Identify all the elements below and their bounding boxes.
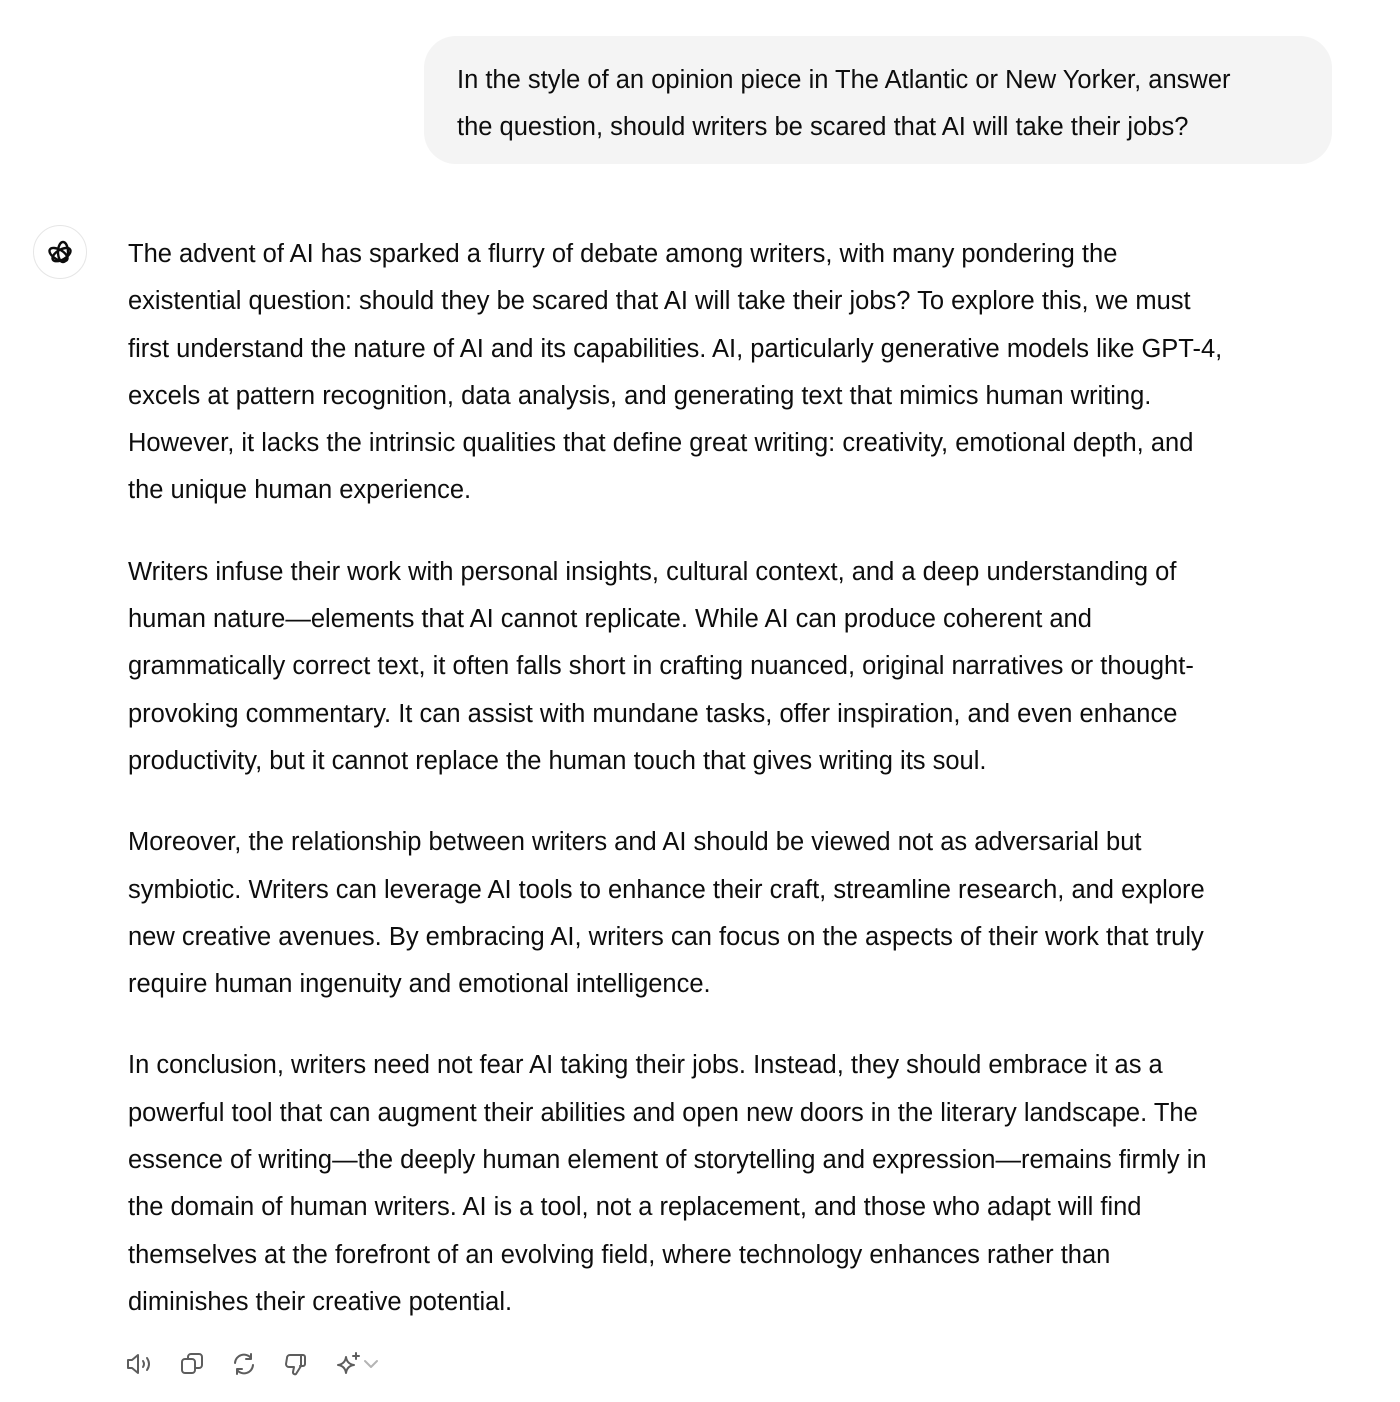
answer-line: require human ingenuity and emotional intelligence. [128, 970, 711, 999]
answer-line: provoking commentary. It can assist with mundane tasks, offer inspiration, and even enhance [128, 699, 1178, 728]
answer-line: The advent of AI has sparked a flurry of debate among writers, with many pondering the [128, 240, 1118, 268]
answer-line: new creative avenues. By embracing AI, writers can focus on the aspects of their work that truly [128, 922, 1204, 951]
answer-line: However, it lacks the intrinsic qualities that define great writing: creativity, emotional depth, and [128, 429, 1194, 458]
regenerate-button[interactable] [228, 1348, 260, 1380]
copy-button[interactable] [176, 1348, 208, 1380]
copy-icon [179, 1351, 205, 1377]
read-aloud-icon [125, 1352, 155, 1376]
user-message-bubble [424, 36, 1332, 164]
answer-line: excels at pattern recognition, data analysis, and generating text that mimics human writing. [128, 381, 1152, 410]
answer-paragraph [128, 549, 1328, 785]
read-aloud-button[interactable] [124, 1348, 156, 1380]
regenerate-icon [231, 1351, 257, 1377]
answer-paragraph [128, 231, 1328, 515]
answer-line: human nature—elements that AI cannot replicate. While AI can produce coherent and [128, 605, 1092, 634]
answer-line: Writers infuse their work with personal insights, cultural context, and a deep understanding of [128, 557, 1177, 586]
answer-line: symbiotic. Writers can leverage AI tools to enhance their craft, streamline research, and explore [128, 875, 1205, 904]
answer-line: Moreover, the relationship between writers and AI should be viewed not as adversarial but [128, 828, 1142, 857]
user-message-line: In the style of an opinion piece in The Atlantic or New Yorker, answer [457, 66, 1231, 94]
change-model-button[interactable] [332, 1348, 382, 1380]
answer-line: diminishes their creative potential. [128, 1287, 513, 1316]
answer-line: productivity, but it cannot replace the human touch that gives writing its soul. [128, 746, 987, 775]
answer-line: first understand the nature of AI and its capabilities. AI, particularly generative models like GPT-4, [128, 334, 1223, 363]
answer-paragraph [128, 819, 1328, 1008]
answer-line: existential question: should they be scared that AI will take their jobs? To explore this, we must [128, 287, 1191, 316]
answer-line: powerful tool that can augment their abilities and open new doors in the literary landscape. The [128, 1098, 1198, 1127]
answer-line: grammatically correct text, it often falls short in crafting nuanced, original narratives or thought- [128, 652, 1194, 681]
message-actions [124, 1348, 382, 1380]
thumbs-down-icon [283, 1351, 309, 1377]
answer-line: the domain of human writers. AI is a tool, not a replacement, and those who adapt will find [128, 1193, 1142, 1222]
answer-paragraph [128, 1042, 1328, 1326]
assistant-avatar [33, 225, 87, 279]
bad-response-button[interactable] [280, 1348, 312, 1380]
chevron-down-icon [363, 1358, 379, 1370]
sparkle-model-icon [335, 1351, 363, 1377]
answer-line: In conclusion, writers need not fear AI taking their jobs. Instead, they should embrace it as a [128, 1051, 1163, 1080]
answer-line: the unique human experience. [128, 476, 472, 505]
openai-logo-icon [45, 237, 75, 267]
assistant-message [128, 231, 1328, 1360]
user-message-line: the question, should writers be scared that AI will take their jobs? [457, 113, 1189, 142]
answer-line: essence of writing—the deeply human element of storytelling and expression—remains firmly in [128, 1146, 1207, 1175]
answer-line: themselves at the forefront of an evolving field, where technology enhances rather than [128, 1240, 1111, 1269]
